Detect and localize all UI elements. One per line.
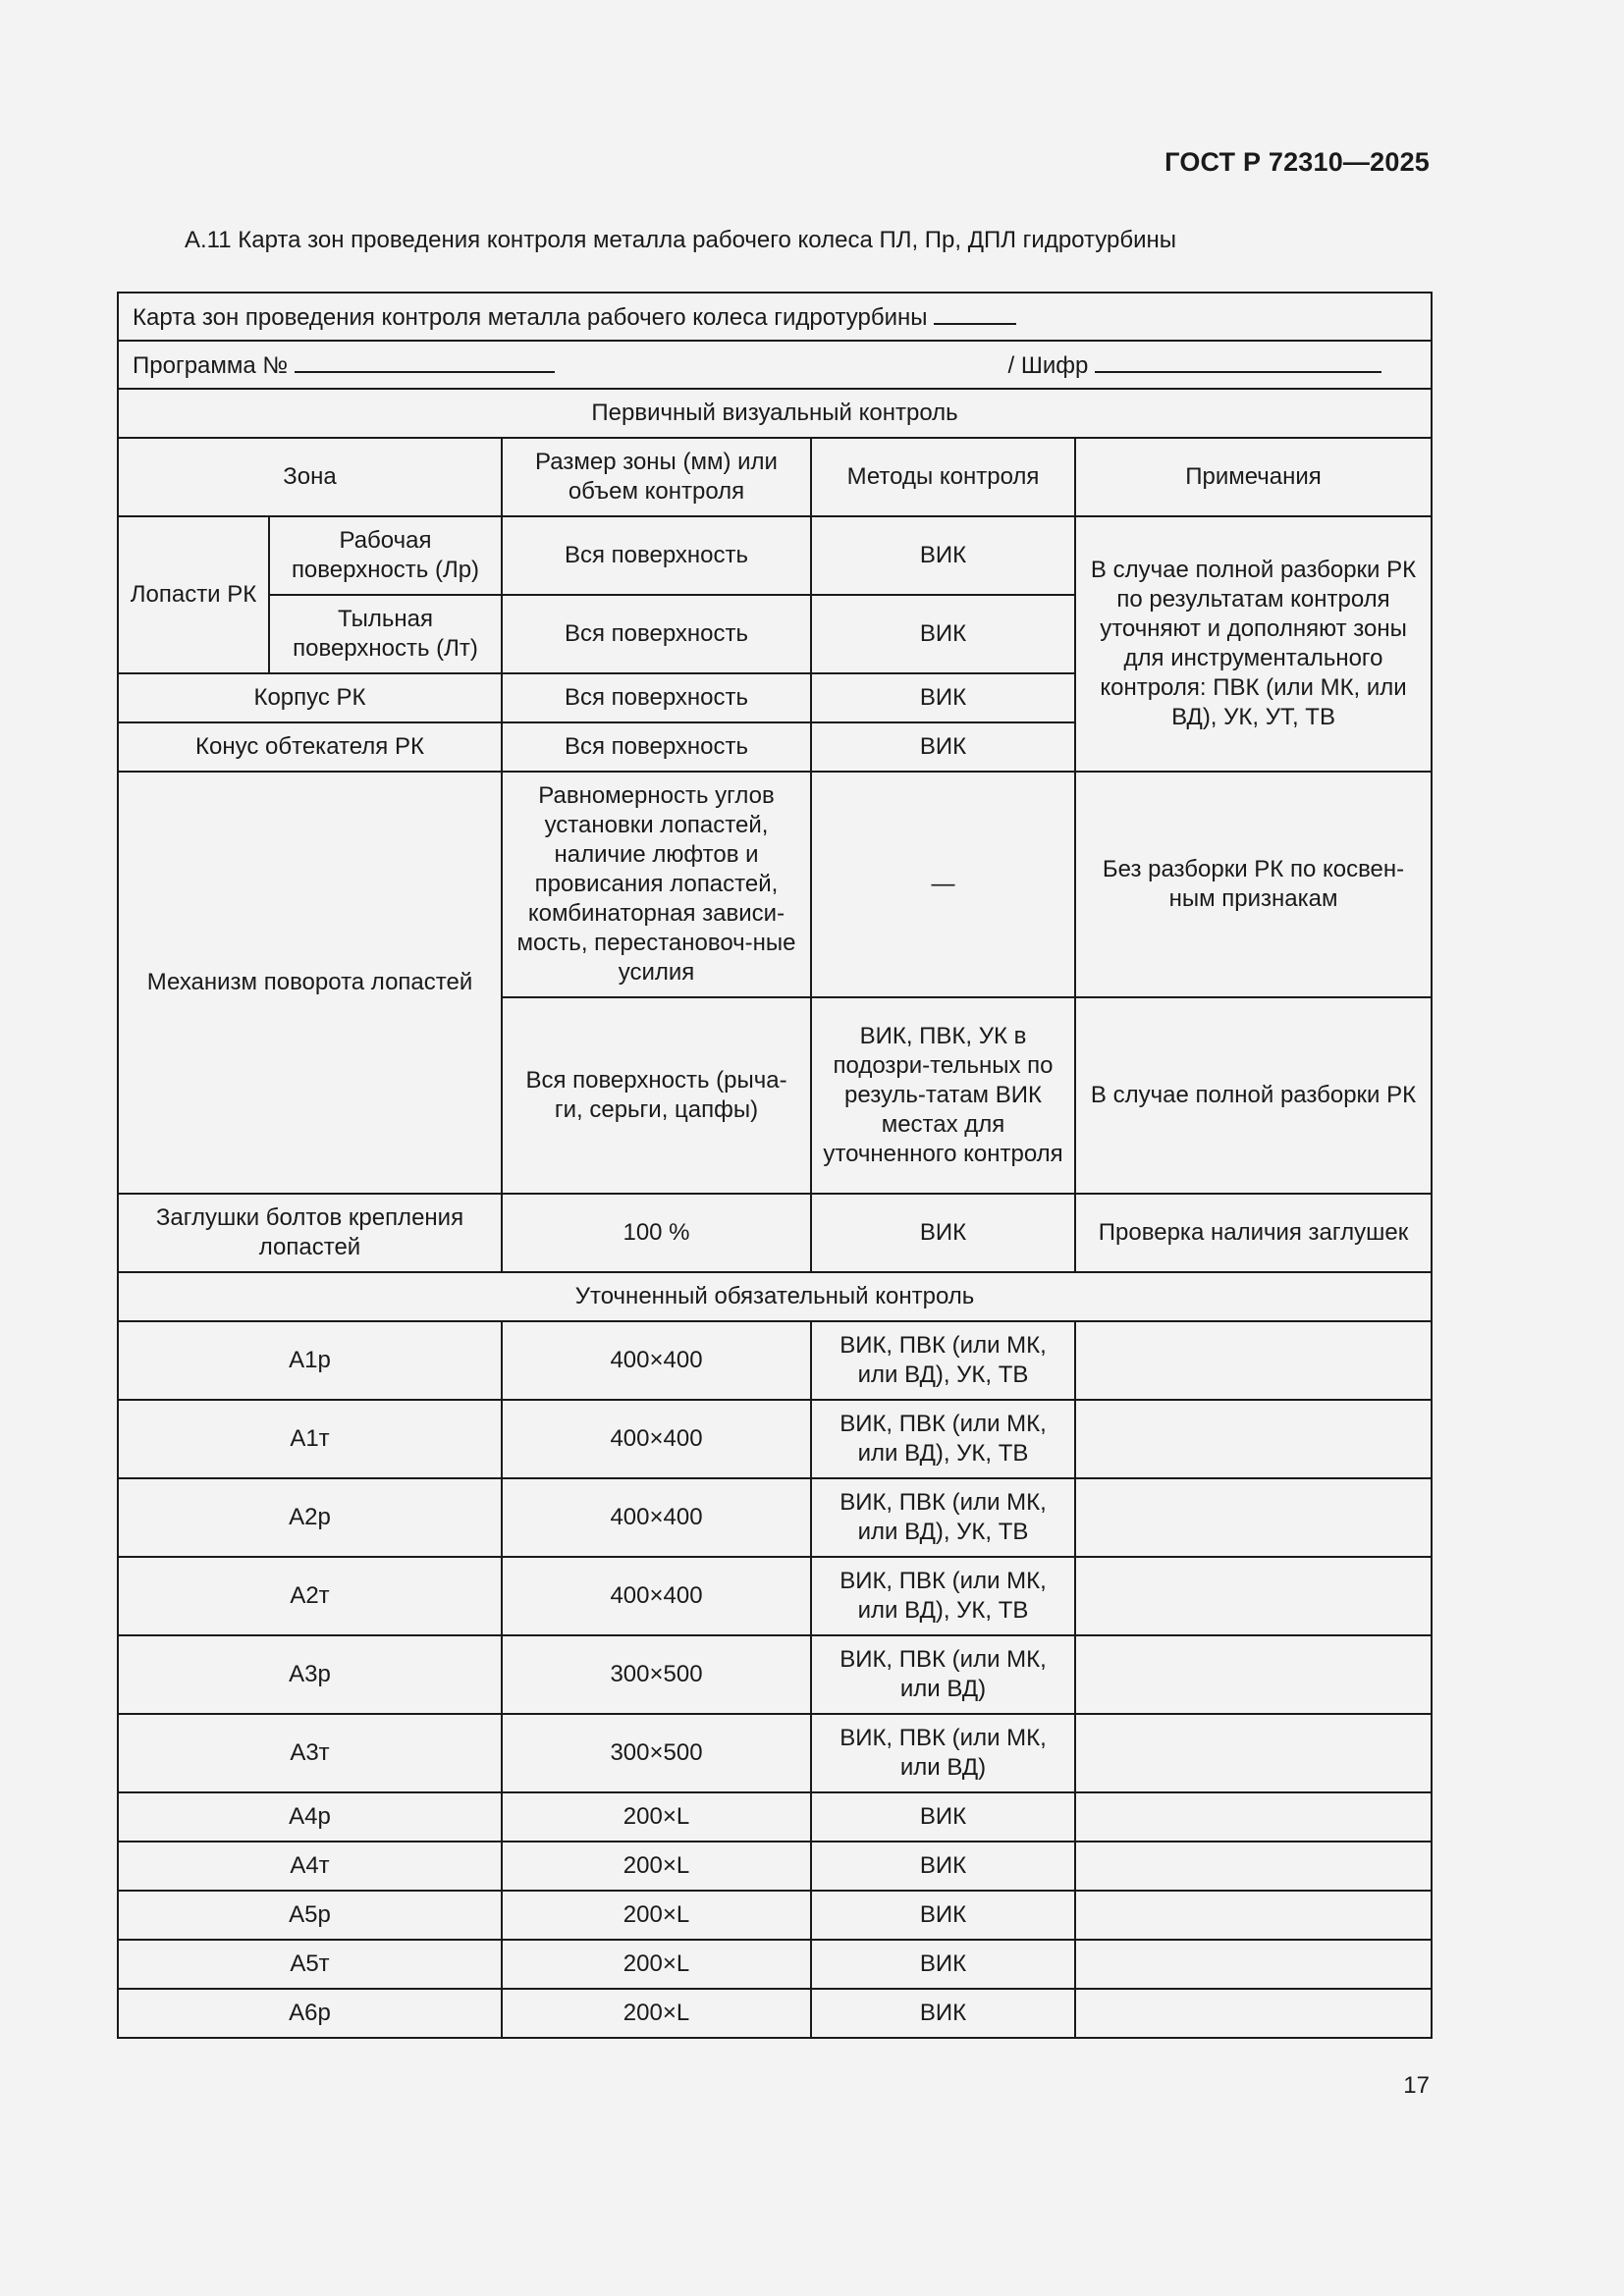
table-caption: А.11 Карта зон проведения контроля металла рабочего колеса ПЛ, Пр, ДПЛ гидротурбины xyxy=(185,227,1176,253)
methods-cell: ВИК, ПВК (или МК, или ВД) xyxy=(811,1714,1075,1792)
col-header-methods: Методы контроля xyxy=(811,438,1075,516)
table-row xyxy=(118,772,1432,997)
methods-cell: ВИК xyxy=(811,1891,1075,1940)
form-title-cell xyxy=(118,293,1432,341)
zone-plugs: Заглушки болтов крепления лопастей xyxy=(118,1194,502,1272)
table-row xyxy=(118,1714,1432,1792)
size-cell: Равномерность углов установки лопастей, наличие люфтов и провисания лопастей, комбинаторная зависи-мость, перестановоч-ные усилия xyxy=(502,772,811,997)
size-cell: Вся поверхность xyxy=(502,722,811,772)
methods-cell: ВИК xyxy=(811,722,1075,772)
table-row xyxy=(118,1891,1432,1940)
notes-cell xyxy=(1075,1940,1432,1989)
size-cell: 200×L xyxy=(502,1940,811,1989)
size-cell: 100 % xyxy=(502,1194,811,1272)
table-row xyxy=(118,1478,1432,1557)
zone-cell: А2т xyxy=(118,1557,502,1635)
table-row xyxy=(118,1940,1432,1989)
methods-cell: — xyxy=(811,772,1075,997)
size-cell: Вся поверхность xyxy=(502,673,811,722)
methods-cell: ВИК xyxy=(811,1792,1075,1842)
methods-cell: ВИК xyxy=(811,1940,1075,1989)
form-title: Карта зон проведения контроля металла рабочего колеса гидротурбины xyxy=(133,303,928,331)
table-row xyxy=(118,1557,1432,1635)
methods-cell: ВИК xyxy=(811,595,1075,673)
zone-cell: А2р xyxy=(118,1478,502,1557)
methods-cell: ВИК, ПВК, УК в подозри-тельных по резуль-татам ВИК местах для уточненного контроля xyxy=(811,997,1075,1194)
zone-cell: А4т xyxy=(118,1842,502,1891)
notes-cell xyxy=(1075,1635,1432,1714)
notes-cell xyxy=(1075,1792,1432,1842)
table-row xyxy=(118,1400,1432,1478)
zone-back-surface: Тыльная поверхность (Лт) xyxy=(269,595,502,673)
zone-cell: А3т xyxy=(118,1714,502,1792)
notes-cell: Без разборки РК по косвен-ным признакам xyxy=(1075,772,1432,997)
notes-cell xyxy=(1075,1891,1432,1940)
zone-mechanism: Механизм поворота лопастей xyxy=(118,772,502,1194)
form-title-row xyxy=(118,293,1432,341)
size-cell: 200×L xyxy=(502,1989,811,2038)
notes-cell xyxy=(1075,1321,1432,1400)
methods-cell: ВИК, ПВК (или МК, или ВД), УК, ТВ xyxy=(811,1478,1075,1557)
table-row xyxy=(118,1194,1432,1272)
size-cell: Вся поверхность (рыча-ги, серьги, цапфы) xyxy=(502,997,811,1194)
zone-cell: А6р xyxy=(118,1989,502,2038)
table-row xyxy=(118,1635,1432,1714)
col-header-zone: Зона xyxy=(118,438,502,516)
methods-cell: ВИК, ПВК (или МК, или ВД), УК, ТВ xyxy=(811,1557,1075,1635)
program-row xyxy=(118,341,1432,389)
program-label: Программа № xyxy=(133,351,289,379)
turbine-blank xyxy=(934,301,1016,325)
size-cell: 400×400 xyxy=(502,1400,811,1478)
col-header-size: Размер зоны (мм) или объем контроля xyxy=(502,438,811,516)
notes-cell xyxy=(1075,1989,1432,2038)
section-primary: Первичный визуальный контроль xyxy=(118,389,1432,438)
notes-cell xyxy=(1075,1478,1432,1557)
cipher-field xyxy=(1008,349,1382,381)
table-row xyxy=(118,1842,1432,1891)
methods-cell: ВИК xyxy=(811,673,1075,722)
cipher-blank xyxy=(1095,349,1381,373)
methods-cell: ВИК xyxy=(811,1194,1075,1272)
zone-cell: А4р xyxy=(118,1792,502,1842)
size-cell: Вся поверхность xyxy=(502,516,811,595)
zone-blades-group: Лопасти РК xyxy=(118,516,269,673)
program-blank xyxy=(295,349,555,373)
size-cell: 400×400 xyxy=(502,1321,811,1400)
size-cell: 200×L xyxy=(502,1842,811,1891)
zone-working-surface: Рабочая поверхность (Лр) xyxy=(269,516,502,595)
size-cell: 200×L xyxy=(502,1792,811,1842)
methods-cell: ВИК, ПВК (или МК, или ВД), УК, ТВ xyxy=(811,1400,1075,1478)
notes-cell: Проверка наличия заглушек xyxy=(1075,1194,1432,1272)
notes-cell: В случае полной разборки РК xyxy=(1075,997,1432,1194)
table-row xyxy=(118,1989,1432,2038)
page-number: 17 xyxy=(1403,2072,1430,2099)
notes-blades: В случае полной разборки РК по результатам контроля уточняют и дополняют зоны для инструментального контроля: ПВК (или МК, или ВД), УК, УТ, ТВ xyxy=(1075,516,1432,772)
table-row xyxy=(118,1792,1432,1842)
program-cell xyxy=(118,341,1432,389)
size-cell: 300×500 xyxy=(502,1714,811,1792)
zone-cell: А3р xyxy=(118,1635,502,1714)
size-cell: Вся поверхность xyxy=(502,595,811,673)
size-cell: 400×400 xyxy=(502,1478,811,1557)
notes-cell xyxy=(1075,1714,1432,1792)
methods-cell: ВИК, ПВК (или МК, или ВД), УК, ТВ xyxy=(811,1321,1075,1400)
zone-cell: А1р xyxy=(118,1321,502,1400)
zone-body: Корпус РК xyxy=(118,673,502,722)
zone-cell: А5р xyxy=(118,1891,502,1940)
size-cell: 300×500 xyxy=(502,1635,811,1714)
section-refined: Уточненный обязательный контроль xyxy=(118,1272,1432,1321)
notes-cell xyxy=(1075,1400,1432,1478)
document-code: ГОСТ Р 72310—2025 xyxy=(1164,147,1430,177)
zone-cell: А1т xyxy=(118,1400,502,1478)
methods-cell: ВИК xyxy=(811,1842,1075,1891)
col-header-notes: Примечания xyxy=(1075,438,1432,516)
cipher-label: / Шифр xyxy=(1007,351,1089,379)
table-row xyxy=(118,516,1432,595)
methods-cell: ВИК, ПВК (или МК, или ВД) xyxy=(811,1635,1075,1714)
zone-cell: А5т xyxy=(118,1940,502,1989)
zone-cone: Конус обтекателя РК xyxy=(118,722,502,772)
inspection-card-table xyxy=(117,292,1433,2039)
section-row-refined xyxy=(118,1272,1432,1321)
size-cell: 200×L xyxy=(502,1891,811,1940)
notes-cell xyxy=(1075,1842,1432,1891)
table-row xyxy=(118,1321,1432,1400)
size-cell: 400×400 xyxy=(502,1557,811,1635)
program-field xyxy=(133,349,555,381)
notes-cell xyxy=(1075,1557,1432,1635)
methods-cell: ВИК xyxy=(811,1989,1075,2038)
section-row-primary xyxy=(118,389,1432,438)
methods-cell: ВИК xyxy=(811,516,1075,595)
column-header-row xyxy=(118,438,1432,516)
